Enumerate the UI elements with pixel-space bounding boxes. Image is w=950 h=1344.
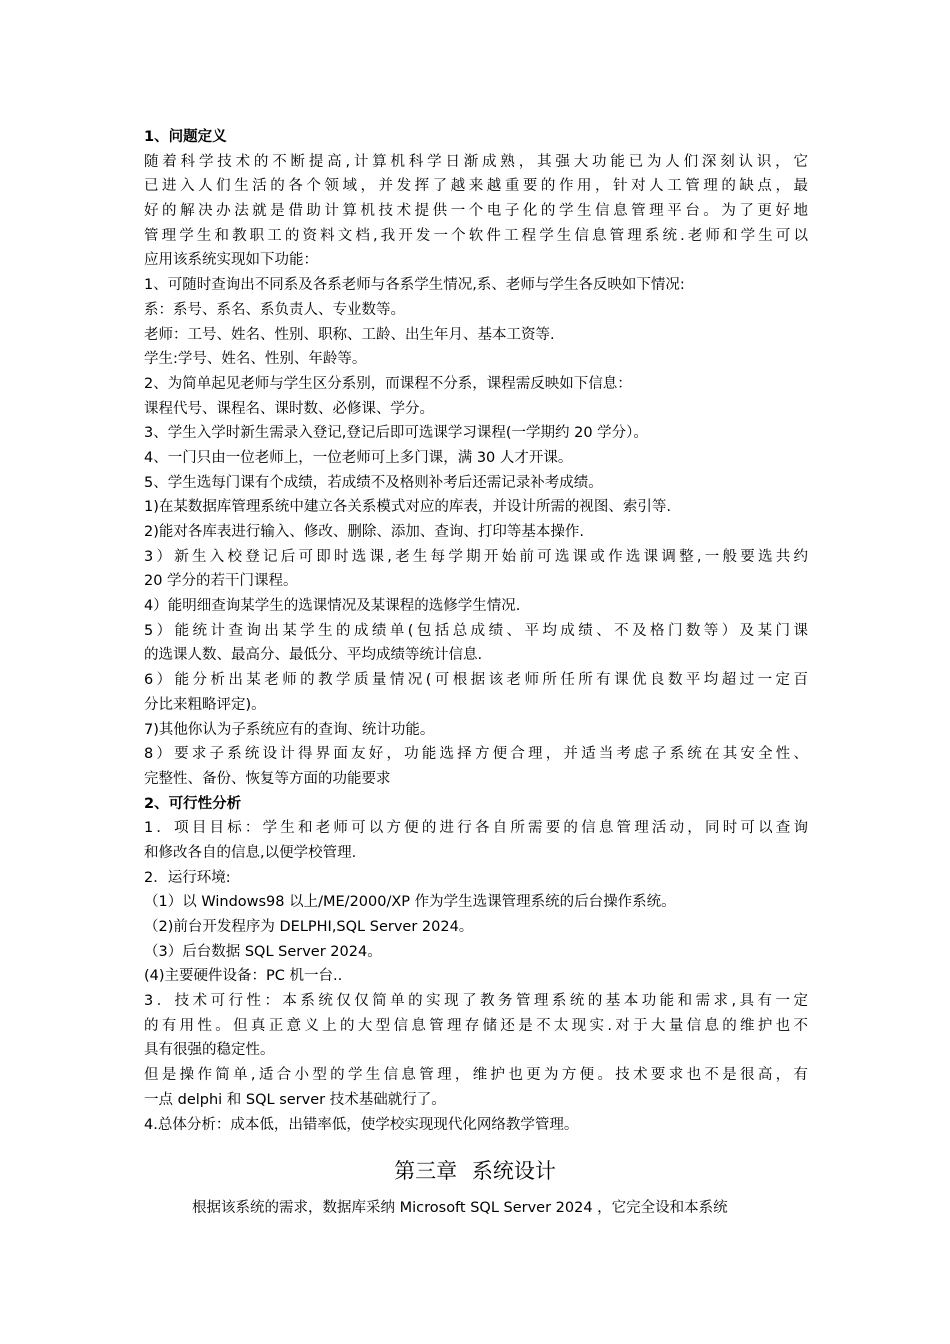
paragraph-line: （3）后台数据 SQL Server 2024。 [144, 943, 382, 960]
paragraph-line: 3．技术可行性：本系统仅仅简单的实现了教务管理系统的基本功能和需求,具有一定 [144, 993, 808, 1010]
paragraph-line: 系：系号、系名、系负责人、专业数等。 [144, 301, 405, 318]
paragraph-line: 好的解决办法就是借助计算机技术提供一个电子化的学生信息管理平台。为了更好地 [144, 203, 808, 220]
paragraph-line: 应用该系统实现如下功能： [144, 252, 318, 269]
paragraph-line: 7)其他你认为子系统应有的查询、统计功能。 [144, 721, 435, 738]
paragraph-line: 3、学生入学时新生需录入登记,登记后即可选课学习课程(一学期约 20 学分）。 [144, 425, 648, 442]
document-body [144, 125, 808, 1137]
paragraph-line: 学生:学号、姓名、性别、年龄等。 [144, 351, 367, 368]
section-heading: 1、问题定义 [144, 129, 227, 145]
paragraph-line: 4.总体分析：成本低，出错率低，使学校实现现代化网络教学管理。 [144, 1116, 579, 1133]
paragraph-line: 8）要求子系统设计得界面友好，功能选择方便合理，并适当考虑子系统在其安全性、 [144, 746, 808, 763]
paragraph-line: 6）能分析出某老师的教学质量情况(可根据该老师所任所有课优良数平均超过一定百 [144, 672, 808, 689]
paragraph-line: (4)主要硬件设备：PC 机一台.. [144, 968, 343, 985]
paragraph-line: 课程代号、课程名、课时数、必修课、学分。 [144, 400, 434, 417]
paragraph-line: 1．项目目标：学生和老师可以方便的进行各自所需要的信息管理活动，同时可以查询 [144, 820, 808, 837]
paragraph-line: 2)能对各库表进行输入、修改、删除、添加、查询、打印等基本操作. [144, 524, 584, 540]
paragraph-line: 管理学生和教职工的资料文档,我开发一个软件工程学生信息管理系统.老师和学生可以 [144, 227, 808, 244]
paragraph-line: 3）新生入校登记后可即时选课,老生每学期开始前可选课或作选课调整,一般要选共约 [144, 548, 808, 565]
paragraph-line: 随着科学技术的不断提高,计算机科学日渐成熟，其强大功能已为人们深刻认识，它 [144, 153, 808, 170]
paragraph-line: 一点 delphi 和 SQL server 技术基础就行了。 [144, 1091, 446, 1108]
paragraph-line: 但是操作简单,适合小型的学生信息管理，维护也更为方便。技术要求也不是很高，有 [144, 1067, 808, 1084]
paragraph-line: 20 学分的若干门课程。 [144, 573, 298, 590]
paragraph-line: （1）以 Windows98 以上/ME/2000/XP 作为学生选课管理系统的后台操作系统。 [144, 894, 676, 911]
section-heading: 2、可行性分析 [144, 795, 242, 812]
paragraph-line: 4、一门只由一位老师上，一位老师可上多门课，满 30 人才开课。 [144, 449, 573, 466]
paragraph-line: 2、为简单起见老师与学生区分系别，而课程不分系，课程需反映如下信息： [144, 375, 632, 392]
paragraph-line: 和修改各自的信息,以便学校管理. [144, 844, 357, 861]
paragraph-line: 已进入人们生活的各个领域，并发挥了越来越重要的作用，针对人工管理的缺点，最 [144, 178, 808, 195]
paragraph-line: 1)在某数据库管理系统中建立各关系模式对应的库表，并设计所需的视图、索引等. [144, 499, 671, 516]
chapter-title: 第三章 系统设计 [394, 1159, 556, 1183]
paragraph-line: 分比来粗略评定)。 [144, 696, 266, 713]
paragraph-line: 根据该系统的需求，数据库采纳 Microsoft SQL Server 2024 ，它完全设和本系统 [192, 1200, 728, 1216]
paragraph-line: 的有用性。但真正意义上的大型信息管理存储还是不太现实.对于大量信息的维护也不 [144, 1017, 808, 1034]
paragraph-line: （2)前台开发程序为 DELPHI,SQL Server 2024。 [144, 919, 474, 935]
paragraph-line: 完整性、备份、恢复等方面的功能要求 [144, 770, 391, 787]
paragraph-line: 5、学生选每门课有个成绩，若成绩不及格则补考后还需记录补考成绩。 [144, 474, 603, 491]
paragraph-line: 5）能统计查询出某学生的成绩单(包括总成绩、平均成绩、不及格门数等）及某门课 [144, 622, 808, 639]
paragraph-line: 具有很强的稳定性。 [144, 1042, 275, 1059]
paragraph-line: 老师：工号、姓名、性别、职称、工龄、出生年月、基本工资等. [144, 326, 555, 343]
paragraph-line: 4）能明细查询某学生的选课情况及某课程的选修学生情况. [144, 598, 521, 615]
paragraph-line: 1、可随时查询出不同系及各系老师与各系学生情况,系、老师与学生各反映如下情况: [144, 277, 685, 294]
paragraph-line: 2．运行环境: [144, 869, 231, 886]
paragraph-line: 的选课人数、最高分、最低分、平均成绩等统计信息. [144, 647, 483, 664]
